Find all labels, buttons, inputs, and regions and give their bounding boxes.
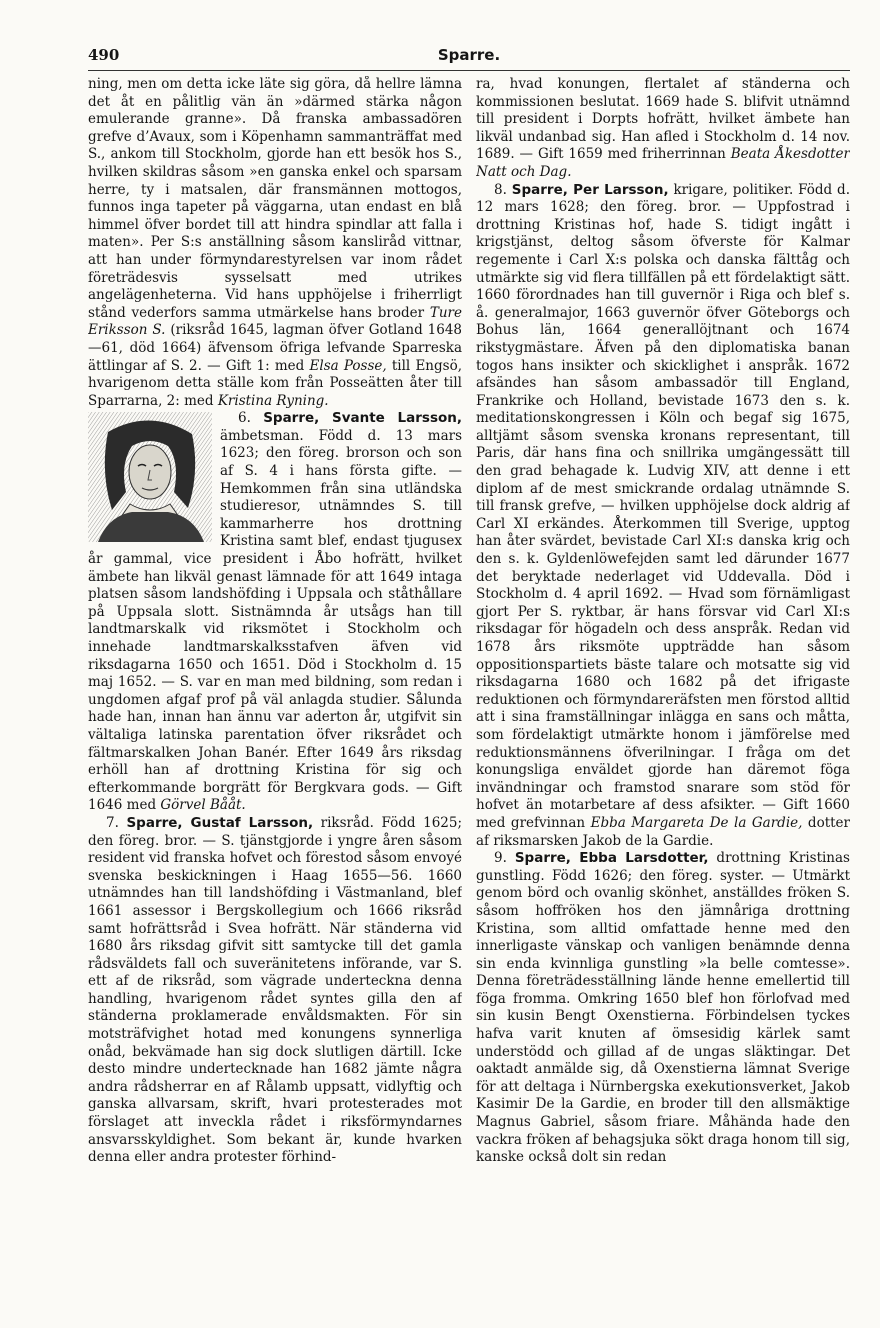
page-number: 490 [88, 46, 120, 64]
entry-8 [476, 182, 850, 851]
paragraph-continuation [88, 76, 462, 410]
spouse-name: Ebba Margareta De la Gardie, [590, 814, 803, 831]
name-italic: Kristina Ryning. [217, 392, 329, 409]
entry-number: 7. [106, 814, 119, 831]
right-column [476, 76, 850, 1304]
text: (riksråd 1645, lagman öfver Gotland 1648—61, död 1664) äfvensom öfriga lefvande Sparreska ättlingar af S. 2. — Gift 1: med [88, 322, 462, 374]
spouse-name: Görvel Bååt. [160, 797, 246, 814]
entry-headword: Sparre, Svante Larsson, [263, 410, 462, 427]
running-head: Sparre. [437, 46, 501, 64]
entry-text: riksråd. Född 1625; den föreg. bror. — S. tjänstgjorde i yngre åren såsom resident vid franska hofvet och förestod såsom envoyé svenska beskickningen i Haag 1655—56. 1660 utnämndes han till landshöfding i Västmanland, blef 1661 assessor i Bergskollegium och 1666 riksråd samt hofrättsråd i Svea hofrätt. När ständerna vid 1680 års riksdag gifvit sitt samtycke till det gamla rådsväldets fall och suveränitetens införande, var S. ett af de riksråd, som vägrade underteckna denna handling, hvarigenom rådet syntes gilla den af ständerna proklamerade envåldsmakten. För sin motsträfvighet hotad med konungens synnerliga onåd, bekvämade han sig dock slutligen därtill. Icke desto mindre undertecknade han 1682 jämte några andra rådsherrar en af Rålamb uppsatt, vidlyftig och ganska allvarsam, skrift, hvari protesterades mot förslaget att inveckla rådet i riksförmyndarnes ansvarsskyldighet. Som bekant är, kunde hvarken denna eller andra protester förhind- [88, 814, 462, 1166]
spouse-name: Beata Åkesdotter Natt och Dag. [476, 146, 850, 180]
entry-number: 6. [238, 410, 251, 427]
portrait-engraving [88, 412, 212, 542]
name-italic: Ture Eriksson S. [88, 304, 462, 339]
page-header [88, 44, 850, 70]
text: ra, hvad konungen, flertalet af ständerna och kommissionen beslutat. 1669 hade S. blifvit utnämnd till president i Dorpts hofrätt, hvilket ämbete han likväl undanbad sig. Han afled i Stockholm d. 14 nov. 1689. — Gift 1659 med friherrinnan [476, 76, 850, 163]
text: till Engsö, hvarigenom detta ställe kom från Posseätten åter till Sparrarna, 2: med [88, 357, 462, 409]
entry-7 [88, 815, 462, 1167]
entry-text: ämbetsman. Född d. 13 mars 1623; den föreg. brorson och son af S. 4 i hans första gifte. — Hemkommen från sina utländska studieresor, utnämndes S. till kammarherre hos drottning Kristina samt blef, endast tjugusex år gammal, vice president i Åbo hofrätt, hvilket ämbete han likväl genast lämnade för att 1649 intaga platsen såsom landshöfding i Uppsala och ståthållare på Uppsala slott. Sistnämnda år utsågs han till landtmarskalk vid riksmötet i Stockholm och innehade landtmarskalksstafven äfven vid riksdagarna 1650 och 1651. Död i Stockholm d. 15 maj 1652. — S. var en man med bildning, som redan i ungdomen afgaf prof på väl anlagda studier. Sålunda hade han, innan han ännu var aderton år, utgifvit sin vältaliga latinska parentation öfver riksrådet och fältmarskalken Johan Banér. Efter 1649 års riksdag erhöll han af drottning Kristina för sig och efterkommande borgrätt för Bergkvara gods. — Gift 1646 med [88, 427, 462, 814]
entry-number: 8. [494, 181, 507, 198]
header-rule [88, 70, 850, 71]
entry-6 [88, 410, 462, 815]
entry-headword: Sparre, Per Larsson, [511, 181, 669, 198]
entry-text: krigare, politiker. Född d. 12 mars 1628; den föreg. bror. — Uppfostrad i drottning Kristinas hof, hade S. tidigt ingått i krigstjänst, deltog såsom öfverste för Kalmar regemente i Carl X:s polska och danska fälttåg och utmärkte sig vid flera tillfällen på ett fördelaktigt sätt. 1660 förordnades han till guvernör i Riga och blef s. å. generalmajor, 1663 guvernör öfver Göteborgs och Bohus län, 1664 generallöjtnant och 1674 rikstygmästare. Äfven på den diplomatiska banan togos hans insikter och skicklighet i anspråk. 1672 afsändes han såsom ambassadör till England, Frankrike och Holland, bevistade 1673 den s. k. meditationskongressen i Köln och begaf sig 1675, alltjämt såsom svenska kronans representant, till Paris, där hans fina och snillrika umgängessätt till den grad behagade k. Ludvig XIV, att denne i ett diplom af de mest smickrande ordalag utnämnde S. till fransk grefve, — hvilken upphöjelse dock aldrig af Carl XI erkändes. Återkommen till Sverige, upptog han åter svärdet, bevistade Carl XI:s danska krig och den s. k. Gyldenlöwefejden samt led därunder 1677 det beryktade nederlaget vid Uddevalla. Död i Stockholm d. 4 april 1692. — Hvad som förnämligast gjort Per S. ryktbar, är hans försvar vid Carl XI:s riksdagar för högadeln och dess anspråk. Redan vid 1678 års riksmöte uppträdde han såsom oppositionspartiets bäste talare och motsatte sig vid riksdagarna 1680 och 1682 på det ifrigaste reduktionen och förmyndareräfsten men förstod alltid att i sina framställningar inlägga en sans och måtta, som fördelaktigt utmärkte honom i jämförelse med reduktionsmännens öfverilningar. I fråga om det konungsliga enväldet gjorde han däremot föga invändningar och framstod snarare som stöd för hofvet än motarbetare af dess afsikter. — Gift 1660 med grefvinnan [476, 181, 850, 831]
entry-9 [476, 850, 850, 1167]
name-italic: Elsa Posse, [309, 357, 387, 374]
paragraph-continuation [476, 76, 850, 182]
text: ning, men om detta icke läte sig göra, då hellre lämna det åt en pålitlig vän än »därmed stärka någon emulerande granne». Då franska ambassadören grefve d’Avaux, som i Köpenhamn sammanträffat med S., ankom till Stockholm, gjorde han ett besök hos S., hvilken skildras såsom »en ganska enkel och sparsam herre, ty i matsalen, där fransmännen mottogos, funnos inga tapeter på väggarna, utan endast en blå himmel öfver bordet till att hindra spindlar att falla i maten». Per S:s anställning såsom kansliråd vittnar, att han under förmyndarestyrelsen var inom rådet företrädesvis sysselsatt med utrikes angelägenheterna. Vid hans upphöjelse i friherrligt stånd vederfors samma utmärkelse hans broder [88, 76, 462, 321]
entry-number: 9. [494, 850, 507, 867]
text: dotter af riksmarsken Jakob de la Gardie. [476, 814, 850, 849]
entry-headword: Sparre, Gustaf Larsson, [126, 814, 314, 831]
entry-headword: Sparre, Ebba Larsdotter, [514, 850, 709, 867]
left-column [88, 76, 462, 1304]
entry-text: drottning Kristinas gunstling. Född 1626; den föreg. syster. — Utmärkt genom börd och ovanlig skönhet, anställdes fröken S. såsom hoffröken hos den jämnåriga drottning Kristina, som alltid omfattade henne med den innerligaste vänskap och vanligen benämnde denna sin enda kvinnliga gunstling »la belle comtesse». Denna företrädesställning lände henne emellertid till föga fromma. Omkring 1650 blef hon förlofvad med sin kusin Bengt Oxenstierna. Förbindelsen tyckes hafva varit knuten af ömsesidig kärlek samt understödd och gillad af de ungas släktingar. Det oaktadt anmälde sig, då Oxenstierna lämnat Sverige för att deltaga i Nürnbergska exekutionsverket, Jakob Kasimir De la Gardie, en broder till den allsmäktige Magnus Gabriel, såsom friare. Måhända hade den vackra fröken af behagsjuka sökt draga honom till sig, kanske också dolt sin redan [476, 850, 850, 1166]
